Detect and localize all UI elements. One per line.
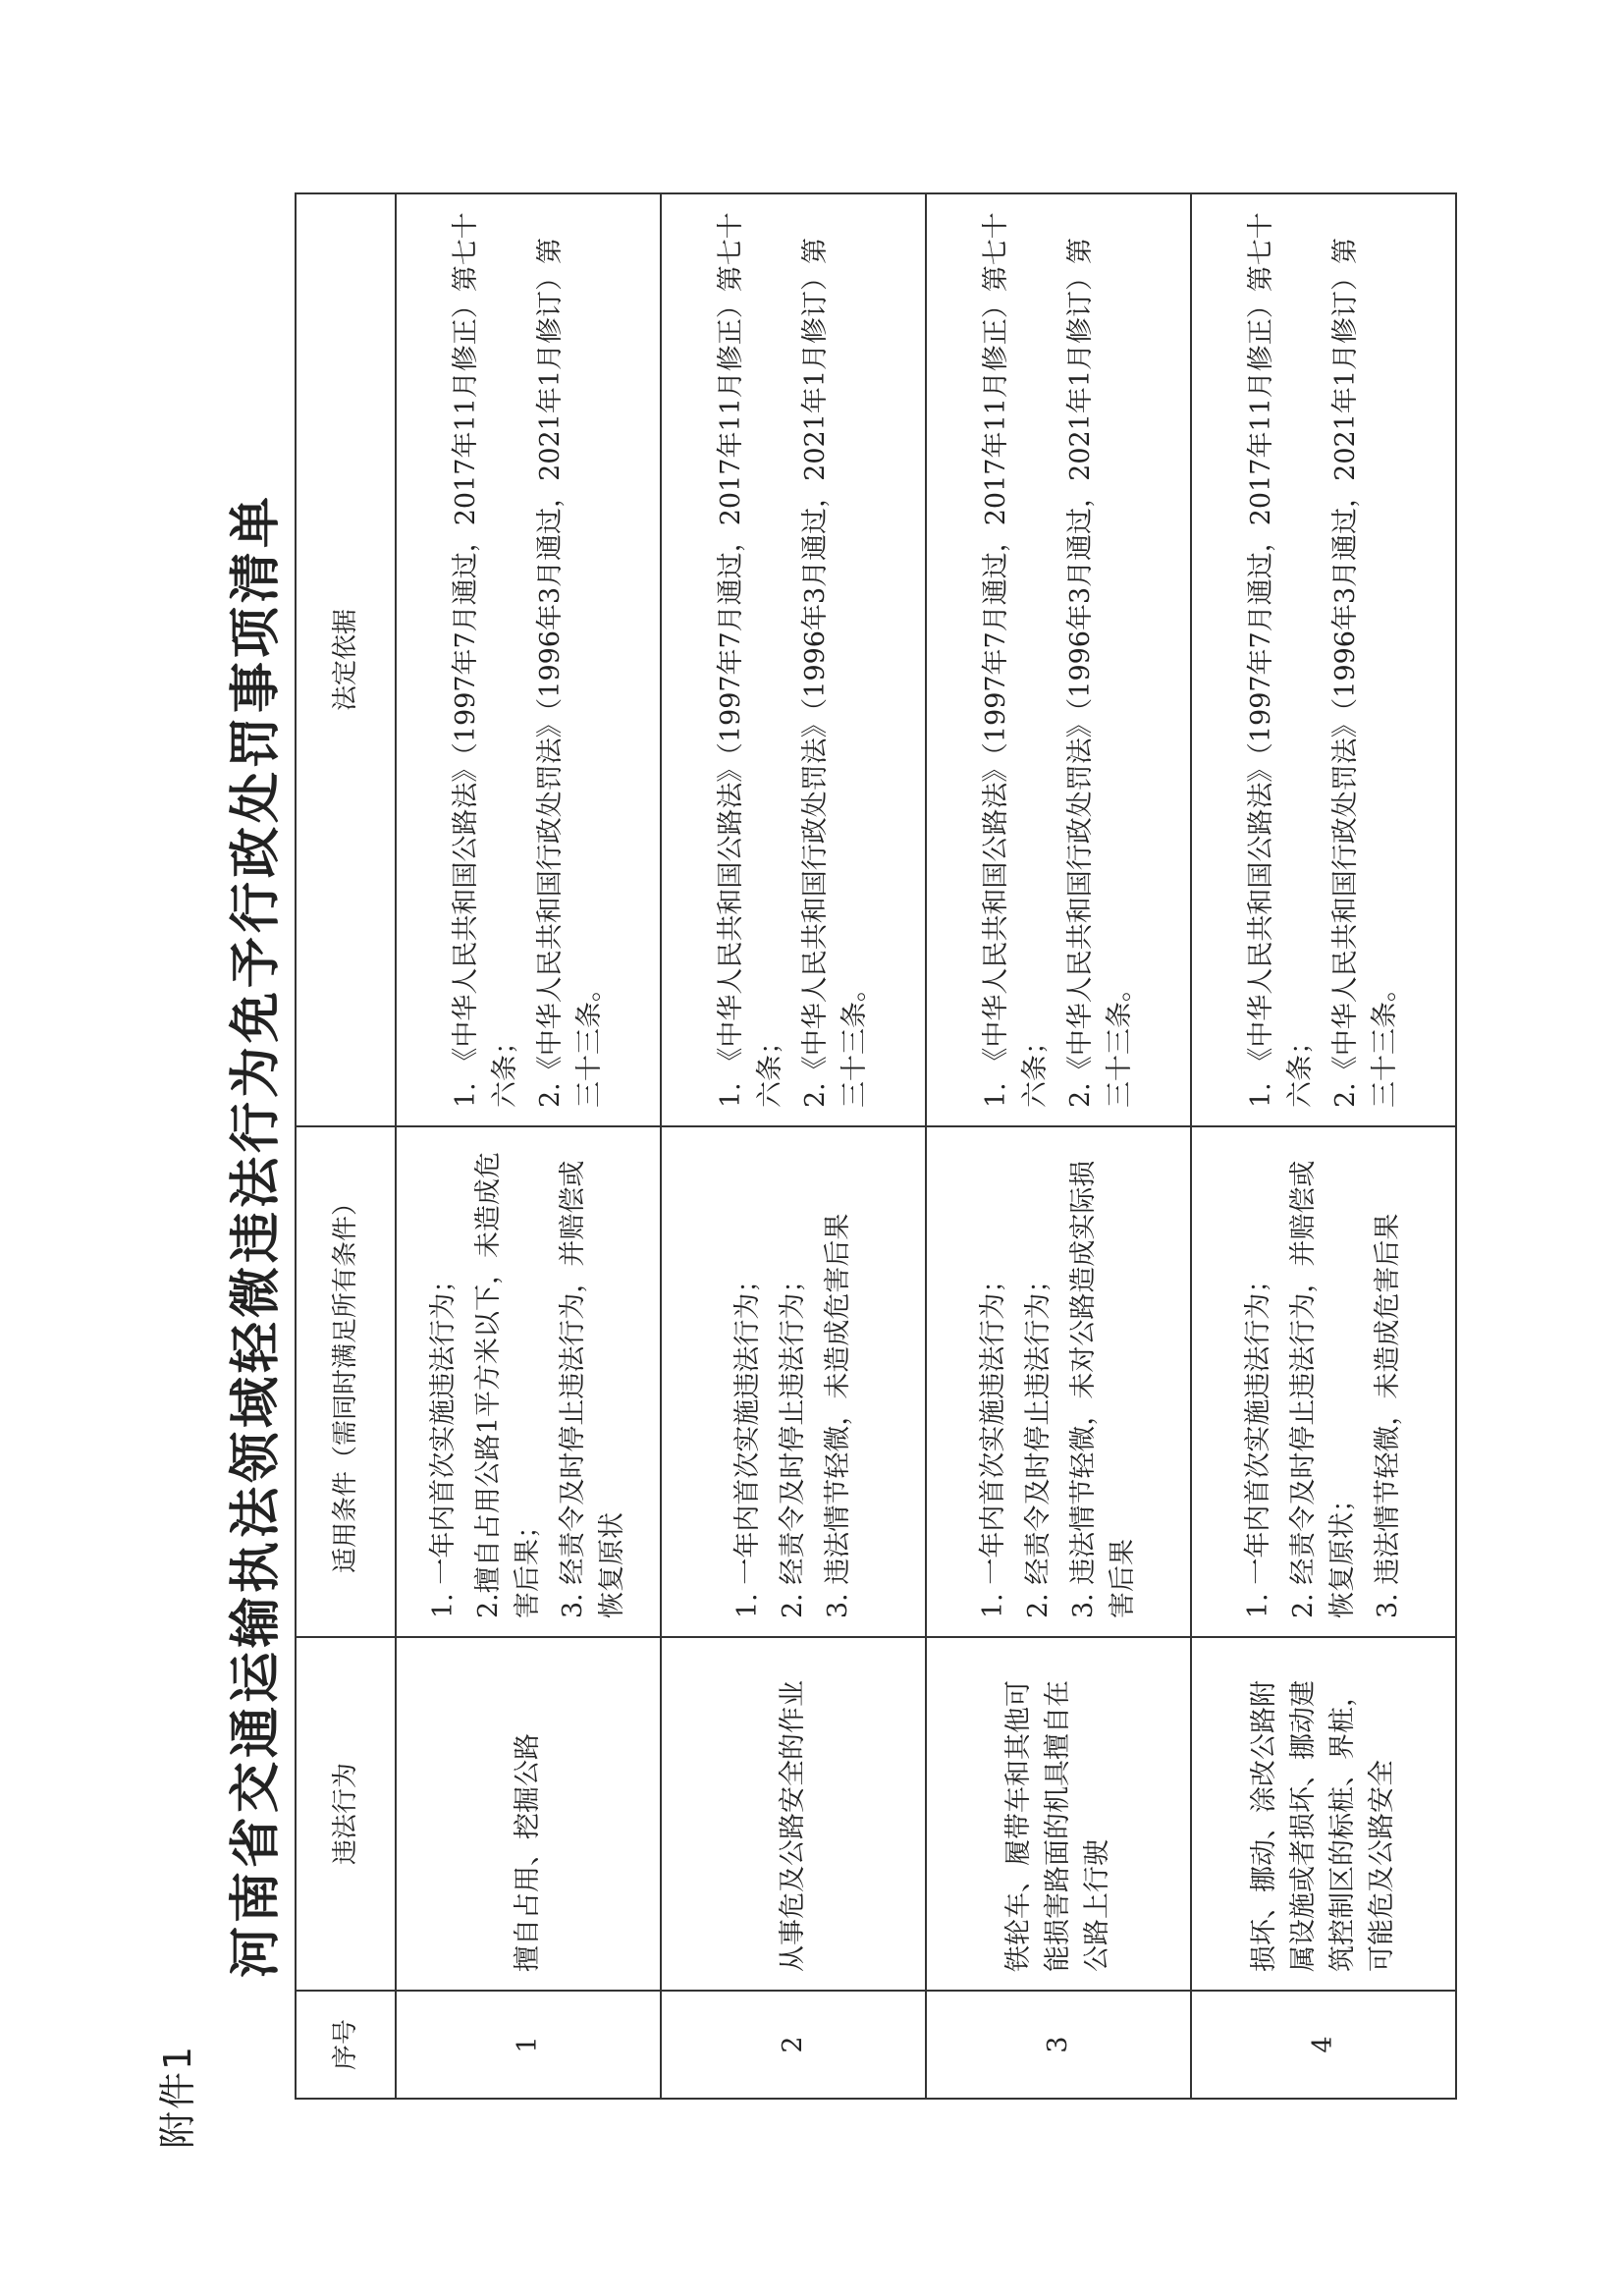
applicable-conditions bbox=[1191, 1126, 1456, 1637]
header-act: 违法行为 bbox=[296, 1637, 396, 1991]
table-row bbox=[396, 193, 661, 2099]
row-number: 2 bbox=[661, 1991, 926, 2099]
condition-item: 1. 一年内首次实施违法行为； bbox=[1243, 1266, 1273, 1618]
condition-item: 2. 经责令及时停止违法行为，并赔偿或恢复原状； bbox=[1288, 1160, 1358, 1618]
basis-item: 1. 《中华人民共和国公路法》（1997年7月通过，2017年11月修正）第七十六条； bbox=[981, 212, 1051, 1108]
table-row bbox=[661, 193, 926, 2099]
header-no: 序号 bbox=[296, 1991, 396, 2099]
condition-item: 3. 违法情节轻微，未对公路造成实际损害后果 bbox=[1068, 1160, 1138, 1618]
attachment-label: 附件1 bbox=[156, 2044, 199, 2149]
condition-item: 2.擅自占用公路1平方米以下，未造成危害后果； bbox=[473, 1152, 543, 1618]
row-number: 4 bbox=[1191, 1991, 1456, 2099]
basis-item: 2.《中华人民共和国行政处罚法》（1996年3月通过，2021年1月修订）第三十三条。 bbox=[1330, 237, 1400, 1108]
applicable-conditions bbox=[396, 1126, 661, 1637]
condition-item: 3. 经责令及时停止违法行为，并赔偿或恢复原状 bbox=[558, 1160, 627, 1618]
basis-item: 1. 《中华人民共和国公路法》（1997年7月通过，2017年11月修正）第七十六条； bbox=[1246, 212, 1316, 1108]
table-row bbox=[1191, 193, 1456, 2099]
basis-item: 1. 《中华人民共和国公路法》（1997年7月通过，2017年11月修正）第七十六条； bbox=[716, 212, 785, 1108]
basis-item: 2.《中华人民共和国行政处罚法》（1996年3月通过，2021年1月修订）第三十三条。 bbox=[1065, 237, 1135, 1108]
header-basis: 法定依据 bbox=[296, 193, 396, 1126]
document-title: 河南省交通运输执法领域轻微违法行为免予行政处罚事项清单 bbox=[227, 493, 286, 1979]
violation-act: 从事危及公路安全的作业 bbox=[661, 1637, 926, 1991]
basis-item: 2.《中华人民共和国行政处罚法》（1996年3月通过，2021年1月修订）第三十三条。 bbox=[535, 237, 605, 1108]
violation-act: 铁轮车、履带车和其他可能损害路面的机具擅自在公路上行驶 bbox=[926, 1637, 1191, 1991]
row-number: 1 bbox=[396, 1991, 661, 2099]
applicable-conditions bbox=[926, 1126, 1191, 1637]
legal-basis bbox=[661, 193, 926, 1126]
condition-item: 2. 经责令及时停止违法行为； bbox=[1023, 1266, 1054, 1618]
condition-item: 1. 一年内首次实施违法行为； bbox=[732, 1266, 763, 1618]
applicable-conditions bbox=[661, 1126, 926, 1637]
exemption-items-table bbox=[295, 192, 1457, 2100]
basis-item: 2.《中华人民共和国行政处罚法》（1996年3月通过，2021年1月修订）第三十三条。 bbox=[800, 237, 870, 1108]
condition-item: 3. 违法情节轻微，未造成危害后果 bbox=[1373, 1213, 1403, 1618]
condition-item: 1. 一年内首次实施违法行为； bbox=[428, 1266, 459, 1618]
violation-act: 擅自占用、挖掘公路 bbox=[396, 1637, 661, 1991]
table-row bbox=[926, 193, 1191, 2099]
header-conditions: 适用条件（需同时满足所有条件） bbox=[296, 1126, 396, 1637]
violation-act: 损坏、挪动、涂改公路附属设施或者损坏、挪动建筑控制区的标桩、界桩，可能危及公路安全 bbox=[1191, 1637, 1456, 1991]
table-header-row bbox=[296, 193, 396, 2099]
condition-item: 2. 经责令及时停止违法行为； bbox=[778, 1266, 808, 1618]
condition-item: 1. 一年内首次实施违法行为； bbox=[978, 1266, 1008, 1618]
condition-item: 3. 违法情节轻微，未造成危害后果 bbox=[823, 1213, 853, 1618]
legal-basis bbox=[1191, 193, 1456, 1126]
legal-basis bbox=[396, 193, 661, 1126]
row-number: 3 bbox=[926, 1991, 1191, 2099]
basis-item: 1. 《中华人民共和国公路法》（1997年7月通过，2017年11月修正）第七十六条； bbox=[451, 212, 520, 1108]
legal-basis bbox=[926, 193, 1191, 1126]
